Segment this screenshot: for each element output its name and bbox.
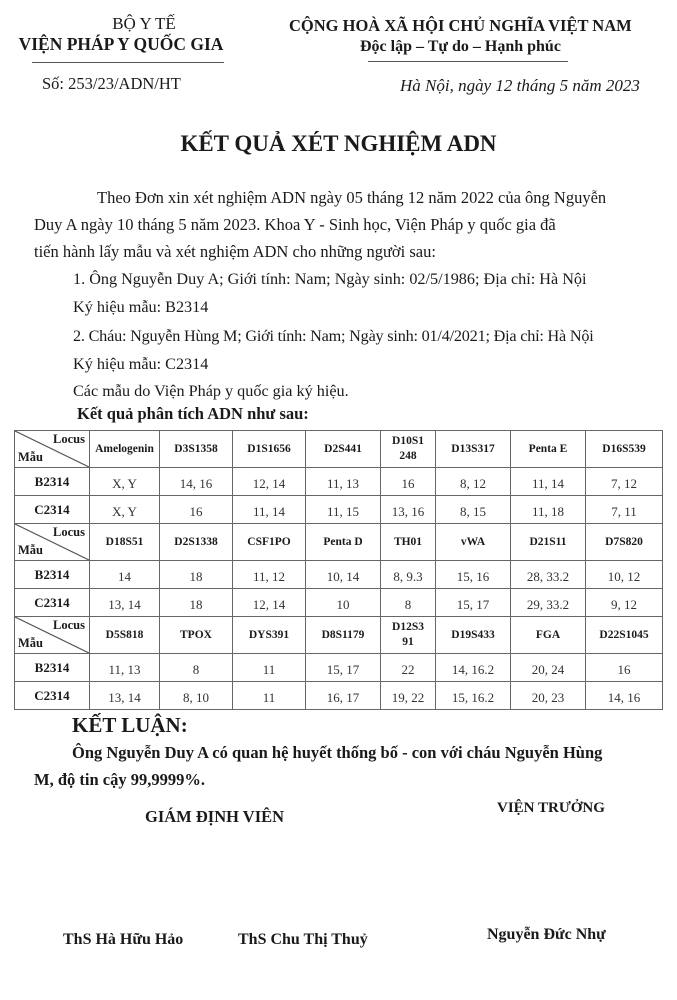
allele-cell: 14, 16 (160, 468, 233, 496)
allele-cell: X, Y (90, 496, 160, 524)
document-title: KẾT QUẢ XÉT NGHIỆM ADN (180, 131, 497, 156)
allele-cell: 15, 16.2 (436, 682, 511, 710)
conclusion-heading: KẾT LUẬN: (72, 713, 188, 737)
allele-cell: 8, 10 (160, 682, 233, 710)
locus-header: FGA (511, 617, 586, 654)
sample-id: C2314 (15, 589, 90, 617)
locus-header: Amelogenin (90, 431, 160, 468)
header-right-divider (368, 61, 568, 62)
allele-cell: 8 (160, 654, 233, 682)
locus-header: TH01 (381, 524, 436, 561)
ministry-name: BỘ Y TẾ (112, 14, 176, 33)
allele-cell: 16 (586, 654, 663, 682)
allele-cell: 11 (233, 682, 306, 710)
locus-header: DYS391 (233, 617, 306, 654)
allele-cell: 7, 12 (586, 468, 663, 496)
locus-header: D7S820 (586, 524, 663, 561)
allele-cell: 14 (90, 561, 160, 589)
examiner-1-name: ThS Hà Hữu Hảo (63, 931, 184, 948)
allele-cell: 12, 14 (233, 468, 306, 496)
locus-header-text: D12S3 91 (392, 621, 424, 648)
allele-cell: 11 (233, 654, 306, 682)
locus-header: D19S433 (436, 617, 511, 654)
corner-sample-label: Mẫu (18, 450, 43, 464)
sample-id: C2314 (15, 496, 90, 524)
allele-cell: 18 (160, 561, 233, 589)
examiner-title: GIÁM ĐỊNH VIÊN (145, 807, 285, 826)
examiner-2-name: ThS Chu Thị Thuỷ (238, 931, 368, 948)
allele-cell: 15, 17 (306, 654, 381, 682)
locus-header (381, 617, 436, 654)
allele-cell: 12, 14 (233, 589, 306, 617)
table-row (15, 468, 663, 496)
intro-line-1: Theo Đơn xin xét nghiệm ADN ngày 05 tháng 12 năm 2022 của ông Nguyễn (97, 188, 607, 207)
sample-id: B2314 (15, 561, 90, 589)
corner-cell (15, 431, 90, 468)
dna-results-table (14, 430, 663, 710)
sample-id: B2314 (15, 468, 90, 496)
allele-cell: X, Y (90, 468, 160, 496)
locus-header-row (15, 431, 663, 468)
locus-header: D16S539 (586, 431, 663, 468)
locus-header-row (15, 524, 663, 561)
locus-header-text: D10S1 248 (392, 435, 424, 462)
sample-note: Các mẫu do Viện Pháp y quốc gia ký hiệu. (73, 382, 349, 400)
allele-cell: 13, 14 (90, 589, 160, 617)
header-left-divider (32, 62, 224, 63)
person-2-sample: Ký hiệu mẫu: C2314 (73, 355, 209, 373)
sample-id: C2314 (15, 682, 90, 710)
person-2-details: 2. Cháu: Nguyễn Hùng M; Giới tính: Nam; Ngày sinh: 01/4/2021; Địa chỉ: Hà Nội (73, 327, 594, 345)
allele-cell: 8 (381, 589, 436, 617)
locus-header: D8S1179 (306, 617, 381, 654)
allele-cell: 14, 16.2 (436, 654, 511, 682)
corner-sample-label: Mẫu (18, 543, 43, 557)
allele-cell: 13, 16 (381, 496, 436, 524)
locus-header: D22S1045 (586, 617, 663, 654)
allele-cell: 16, 17 (306, 682, 381, 710)
corner-cell (15, 617, 90, 654)
corner-sample-label: Mẫu (18, 636, 43, 650)
table-row (15, 654, 663, 682)
locus-header: Penta D (306, 524, 381, 561)
allele-cell: 28, 33.2 (511, 561, 586, 589)
allele-cell: 11, 18 (511, 496, 586, 524)
allele-cell: 15, 16 (436, 561, 511, 589)
institute-name: VIỆN PHÁP Y QUỐC GIA (18, 34, 224, 54)
person-1-sample: Ký hiệu mẫu: B2314 (73, 298, 209, 316)
results-heading: Kết quả phân tích ADN như sau: (77, 404, 309, 423)
allele-cell: 11, 13 (90, 654, 160, 682)
national-motto: Độc lập – Tự do – Hạnh phúc (360, 38, 561, 55)
allele-cell: 10 (306, 589, 381, 617)
locus-header-row (15, 617, 663, 654)
person-1-details: 1. Ông Nguyễn Duy A; Giới tính: Nam; Ngày sinh: 02/5/1986; Địa chỉ: Hà Nội (73, 270, 587, 288)
corner-locus-label: Locus (53, 432, 85, 446)
allele-cell: 19, 22 (381, 682, 436, 710)
allele-cell: 29, 33.2 (511, 589, 586, 617)
sample-id: B2314 (15, 654, 90, 682)
locus-header (381, 431, 436, 468)
allele-cell: 13, 14 (90, 682, 160, 710)
republic-name: CỘNG HOÀ XÃ HỘI CHỦ NGHĨA VIỆT NAM (289, 16, 632, 35)
document-number: Số: 253/23/ADN/HT (42, 74, 181, 93)
place-date: Hà Nội, ngày 12 tháng 5 năm 2023 (400, 76, 640, 95)
locus-header: D21S11 (511, 524, 586, 561)
locus-header: D13S317 (436, 431, 511, 468)
table-row (15, 561, 663, 589)
allele-cell: 11, 12 (233, 561, 306, 589)
director-name: Nguyễn Đức Nhự (487, 926, 606, 943)
locus-header: D2S441 (306, 431, 381, 468)
table-row (15, 496, 663, 524)
corner-locus-label: Locus (53, 525, 85, 539)
locus-header: Penta E (511, 431, 586, 468)
allele-cell: 18 (160, 589, 233, 617)
intro-line-3: tiến hành lấy mẫu và xét nghiệm ADN cho những người sau: (34, 242, 436, 261)
corner-cell (15, 524, 90, 561)
director-title: VIỆN TRƯỞNG (497, 800, 605, 816)
allele-cell: 10, 12 (586, 561, 663, 589)
locus-header: vWA (436, 524, 511, 561)
allele-cell: 20, 24 (511, 654, 586, 682)
allele-cell: 11, 14 (511, 468, 586, 496)
allele-cell: 16 (381, 468, 436, 496)
corner-locus-label: Locus (53, 618, 85, 632)
allele-cell: 14, 16 (586, 682, 663, 710)
allele-cell: 11, 13 (306, 468, 381, 496)
locus-header: D3S1358 (160, 431, 233, 468)
conclusion-line-1: Ông Nguyễn Duy A có quan hệ huyết thống bố - con với cháu Nguyễn Hùng (72, 743, 603, 762)
table-row (15, 589, 663, 617)
locus-header: TPOX (160, 617, 233, 654)
allele-cell: 11, 14 (233, 496, 306, 524)
allele-cell: 15, 17 (436, 589, 511, 617)
conclusion-line-2: M, độ tin cậy 99,9999%. (34, 770, 205, 789)
allele-cell: 16 (160, 496, 233, 524)
locus-header: D2S1338 (160, 524, 233, 561)
locus-header: D5S818 (90, 617, 160, 654)
locus-header: D1S1656 (233, 431, 306, 468)
allele-cell: 9, 12 (586, 589, 663, 617)
allele-cell: 7, 11 (586, 496, 663, 524)
allele-cell: 20, 23 (511, 682, 586, 710)
allele-cell: 8, 15 (436, 496, 511, 524)
locus-header: D18S51 (90, 524, 160, 561)
allele-cell: 8, 12 (436, 468, 511, 496)
locus-header: CSF1PO (233, 524, 306, 561)
allele-cell: 8, 9.3 (381, 561, 436, 589)
intro-line-2: Duy A ngày 10 tháng 5 năm 2023. Khoa Y - Sinh học, Viện Pháp y quốc gia đã (34, 215, 556, 234)
allele-cell: 11, 15 (306, 496, 381, 524)
allele-cell: 10, 14 (306, 561, 381, 589)
allele-cell: 22 (381, 654, 436, 682)
table-row (15, 682, 663, 710)
